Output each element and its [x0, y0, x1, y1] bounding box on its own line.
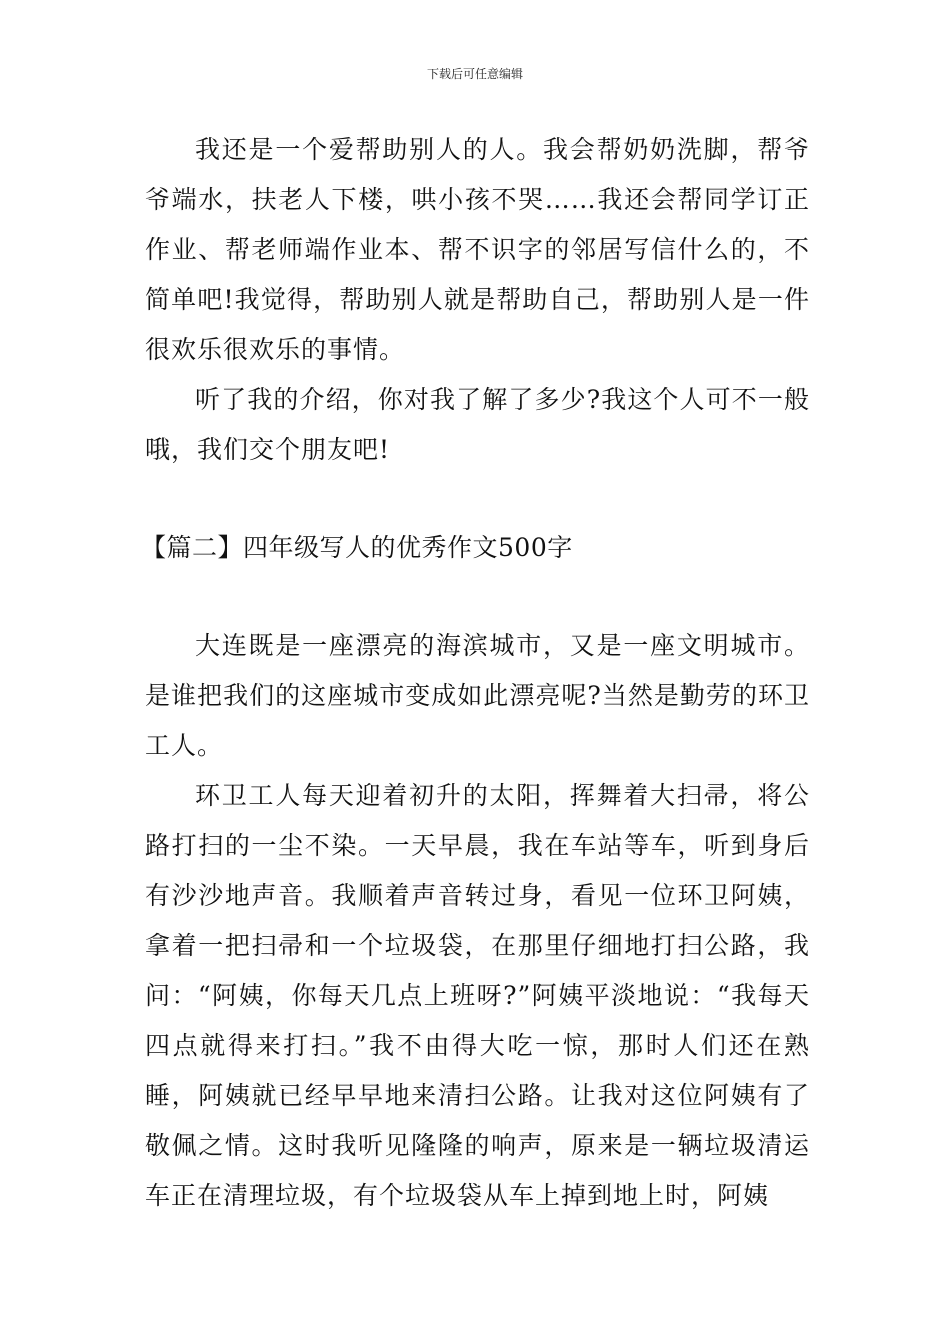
paragraph: 听了我的介绍，你对我了解了多少?我这个人可不一般哦，我们交个朋友吧!	[145, 385, 810, 464]
page-header-note: 下载后可任意编辑	[426, 67, 523, 81]
paragraph: 大连既是一座漂亮的海滨城市，又是一座文明城市。是谁把我们的这座城市变成如此漂亮呢?当然是勤劳的环卫工人。	[145, 631, 810, 760]
document-body	[141, 125, 810, 1210]
paragraph: 环卫工人每天迎着初升的太阳，挥舞着大扫帚，将公路打扫的一尘不染。一天早晨，我在车站等车，听到身后有沙沙地声音。我顺着声音转过身，看见一位环卫阿姨，拿着一把扫帚和一个垃圾袋，在那里仔细地打扫公路，我问：“阿姨，你每天几点上班呀?”阿姨平淡地说：“我每天四点就得来打扫。”我不由得大吃一惊，那时人们还在熟睡，阿姨就已经早早地来清扫公路。让我对这位阿姨有了敬佩之情。这时我听见隆隆的响声，原来是一辆垃圾清运车正在清理垃圾，有个垃圾袋从车上掉到地上时，阿姨	[145, 781, 810, 1210]
part-two	[145, 621, 810, 1221]
section-title: 【篇二】四年级写人的优秀作文500字	[141, 533, 573, 562]
paragraph: 我还是一个爱帮助别人的人。我会帮奶奶洗脚，帮爷爷端水，扶老人下楼，哄小孩不哭……我还会帮同学订正作业、帮老师端作业本、帮不识字的邻居写信什么的，不简单吧!我觉得，帮助别人就是帮助自己，帮助别人是一件很欢乐很欢乐的事情。	[145, 135, 810, 364]
part-one	[145, 125, 810, 475]
